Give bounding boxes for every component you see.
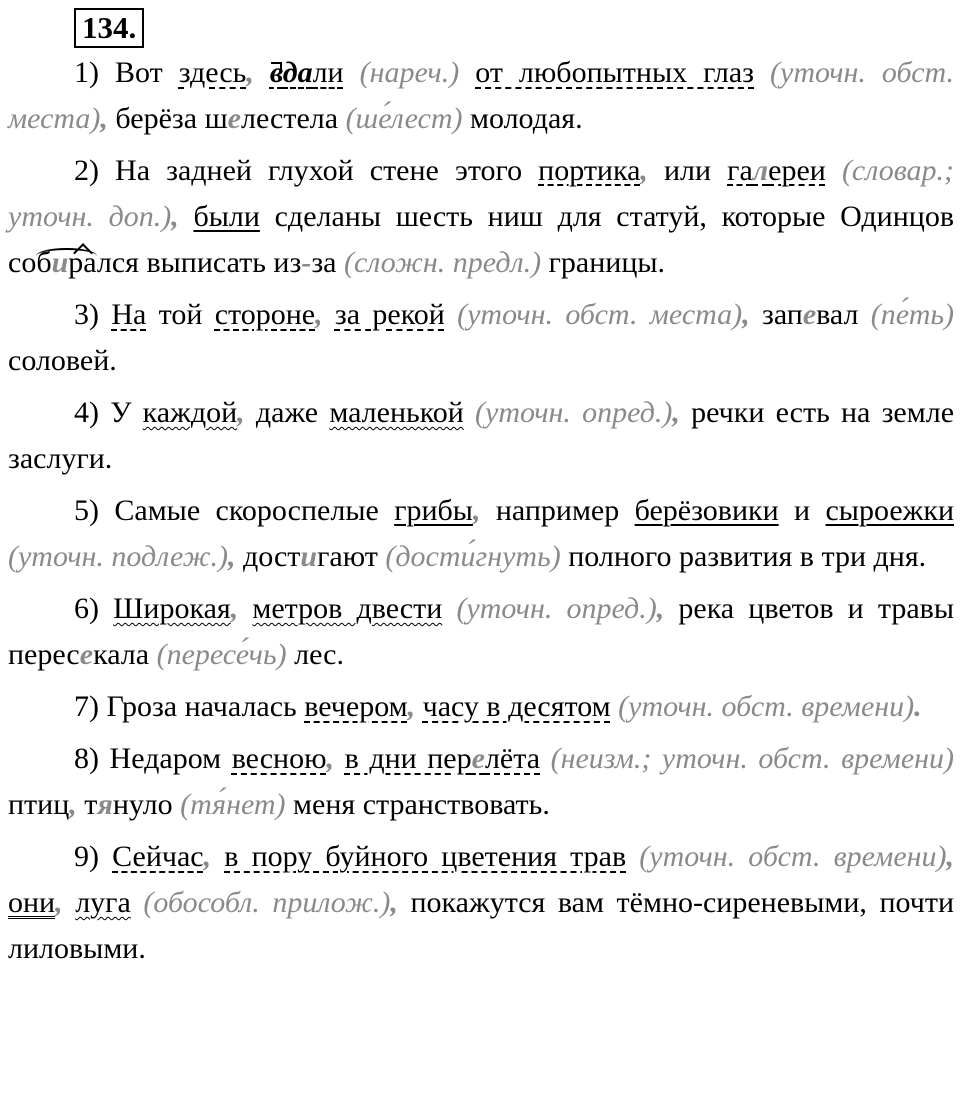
subject-word: они xyxy=(8,886,56,919)
space xyxy=(344,56,360,89)
comma-mark: , xyxy=(672,396,680,429)
text: кала xyxy=(93,638,157,671)
sentence-1 xyxy=(8,50,954,142)
comma-mark: , xyxy=(203,840,212,873)
attribute-word: каждой xyxy=(142,396,238,429)
adverbial-word: вечером xyxy=(304,690,408,723)
comma-mark: , xyxy=(315,298,323,331)
space xyxy=(131,886,144,919)
comma-mark: , xyxy=(326,742,335,775)
exercise-number: 134. xyxy=(74,8,144,48)
note: (уточн. обст. времени) xyxy=(639,840,947,873)
subject-word: грибы xyxy=(394,494,473,527)
adverbial-phrase: в пору буйного цветения трав xyxy=(224,840,627,873)
sentence-7 xyxy=(8,684,954,730)
object-word-parsed xyxy=(727,154,826,187)
subject-word: сыроежки xyxy=(825,494,954,527)
prefix-mark: в xyxy=(269,56,283,89)
note: лест) xyxy=(390,102,463,135)
comma-mark: , xyxy=(246,56,254,89)
note: (дост xyxy=(385,540,461,573)
comma-mark: , xyxy=(390,886,398,919)
text: сделаны шесть ниш для статуй, которые Одинцов со xyxy=(8,200,954,279)
stressed-vowel: е́ xyxy=(378,102,391,135)
word-part: лёта xyxy=(484,742,541,775)
note: (уточн. подлеж.) xyxy=(8,540,228,573)
vowel-highlight: е xyxy=(471,742,485,775)
object-word: портика xyxy=(538,154,641,187)
comma-mark: , xyxy=(230,592,239,625)
word-part: га xyxy=(727,154,753,187)
text: и xyxy=(778,494,826,527)
ending-part: ли xyxy=(312,56,344,89)
note: (словар.; уточн. доп.) xyxy=(8,154,954,233)
exercise-header xyxy=(8,8,954,50)
adverbial-phrase: от любопытных глаз xyxy=(475,56,755,89)
comma-mark: , xyxy=(100,102,108,135)
apposition-word: луга xyxy=(75,886,131,919)
text: соловей. xyxy=(8,344,117,377)
stressed-vowel: я́ xyxy=(212,788,227,821)
text: речки есть на земле заслуги. xyxy=(8,396,955,475)
sentence-4 xyxy=(8,390,954,482)
space xyxy=(334,742,345,775)
comma-mark: , xyxy=(472,494,481,527)
hyphen-highlight: - xyxy=(301,246,312,279)
adverbial-phrase: часу в десятом xyxy=(422,690,611,723)
vowel-highlight: е xyxy=(79,638,94,671)
predicate-word: были xyxy=(193,200,260,233)
adverbial-word: здесь xyxy=(178,56,247,89)
attribute-phrase: метров двести xyxy=(252,592,443,625)
text: лестела xyxy=(241,102,346,135)
note: гнуть) xyxy=(475,540,561,573)
word-part: б xyxy=(36,246,52,279)
comma-mark: , xyxy=(55,886,63,919)
note: (сложн. предл.) xyxy=(343,246,542,279)
vowel-highlight: я xyxy=(97,788,113,821)
text: или xyxy=(647,154,728,187)
comma-mark: , xyxy=(227,540,236,573)
word-part: ереи xyxy=(768,154,826,187)
text: 5) Самые скороспелые xyxy=(74,494,395,527)
sentence-8 xyxy=(8,736,954,828)
text: лес. xyxy=(286,638,344,671)
note: чь) xyxy=(248,638,287,671)
adverbial-word: На xyxy=(111,298,147,331)
note: (т xyxy=(180,788,213,821)
text: зап xyxy=(749,298,803,331)
comma-mark: , xyxy=(407,690,416,723)
space xyxy=(464,396,475,429)
stressed-vowel: е́ xyxy=(895,298,909,331)
word-part: в дни пер xyxy=(344,742,472,775)
text: т xyxy=(76,788,98,821)
text: дост xyxy=(235,540,301,573)
root-part: да xyxy=(282,56,313,89)
text: меня странствовать. xyxy=(285,788,550,821)
space xyxy=(211,840,224,873)
space xyxy=(442,592,456,625)
sentence-9 xyxy=(8,834,954,972)
adverbial-word: весною xyxy=(231,742,327,775)
vowel-highlight: е xyxy=(802,298,817,331)
stressed-vowel: е́ xyxy=(235,638,249,671)
note: ть) xyxy=(908,298,955,331)
note: (уточн. обст. места) xyxy=(8,56,955,135)
sentence-2 xyxy=(8,148,954,286)
space xyxy=(459,56,475,89)
note: (неизм.; уточн. обст. времени) xyxy=(550,742,955,775)
space xyxy=(626,840,639,873)
comma-mark: , xyxy=(69,788,77,821)
space xyxy=(238,592,252,625)
period-mark: . xyxy=(914,690,922,723)
space xyxy=(63,886,76,919)
sentence-6 xyxy=(8,586,954,678)
text: 2) На задней глухой стене этого xyxy=(74,154,539,187)
text: 7) Гроза началась xyxy=(74,690,305,723)
text: река цветов и травы перес xyxy=(8,592,954,671)
adverbial-word-parsed xyxy=(270,56,344,89)
subject-word: берёзовики xyxy=(634,494,779,527)
text: нуло xyxy=(112,788,181,821)
note: (перес xyxy=(156,638,236,671)
space xyxy=(540,742,551,775)
adverbial-phrase xyxy=(345,742,540,775)
text: вал xyxy=(816,298,871,331)
vowel-highlight: и xyxy=(300,540,318,573)
text: молодая. xyxy=(462,102,583,135)
note: нет) xyxy=(226,788,286,821)
note: (уточн. обст. места) xyxy=(457,298,743,331)
space xyxy=(323,298,335,331)
text: границы. xyxy=(541,246,666,279)
note: (уточн. обст. времени) xyxy=(618,690,915,723)
text: 1) Вот xyxy=(74,56,179,89)
text: птиц xyxy=(8,788,70,821)
space xyxy=(415,690,423,723)
text: полного развития в три дня. xyxy=(560,540,927,573)
comma-mark: , xyxy=(640,154,648,187)
stressed-vowel: и́ xyxy=(460,540,476,573)
text: 9) xyxy=(74,840,113,873)
text: лся выписать из xyxy=(96,246,302,279)
text: 3) xyxy=(74,298,112,331)
sentence-3 xyxy=(8,292,954,384)
space xyxy=(445,298,457,331)
space xyxy=(754,56,770,89)
text: покажутся вам тёмно-сиреневыми, почти лиловыми. xyxy=(8,886,955,965)
word-part: ра xyxy=(68,246,97,279)
space xyxy=(179,200,194,233)
adverbial-word: стороне xyxy=(214,298,316,331)
note: (п xyxy=(870,298,896,331)
adverbial-word: Сейчас xyxy=(112,840,204,873)
text: той xyxy=(146,298,215,331)
vowel-highlight: и xyxy=(51,246,69,279)
text: берёза ш xyxy=(107,102,228,135)
note: (уточн. опред.) xyxy=(475,396,673,429)
text: 8) Недаром xyxy=(74,742,232,775)
text: 4) У xyxy=(74,396,143,429)
note: (ш xyxy=(345,102,379,135)
comma-mark: , xyxy=(237,396,245,429)
text: например xyxy=(480,494,635,527)
comma-mark: , xyxy=(171,200,179,233)
adverbial-phrase: за рекой xyxy=(334,298,445,331)
sentence-5 xyxy=(8,488,954,580)
comma-mark: , xyxy=(742,298,750,331)
note: (нареч.) xyxy=(359,56,460,89)
space xyxy=(826,154,842,187)
root-part xyxy=(36,246,97,279)
text: 6) xyxy=(74,592,114,625)
text: за xyxy=(311,246,344,279)
attribute-word: маленькой xyxy=(329,396,464,429)
comma-mark: , xyxy=(656,592,665,625)
note: (обособл. прилож.) xyxy=(143,886,391,919)
vowel-highlight: л xyxy=(752,154,769,187)
space xyxy=(254,56,270,89)
vowel-highlight: е xyxy=(227,102,241,135)
comma-mark: , xyxy=(946,840,955,873)
note: (уточн. опред.) xyxy=(456,592,657,625)
text: даже xyxy=(244,396,330,429)
attribute-word: Широкая xyxy=(113,592,231,625)
text: гают xyxy=(317,540,386,573)
